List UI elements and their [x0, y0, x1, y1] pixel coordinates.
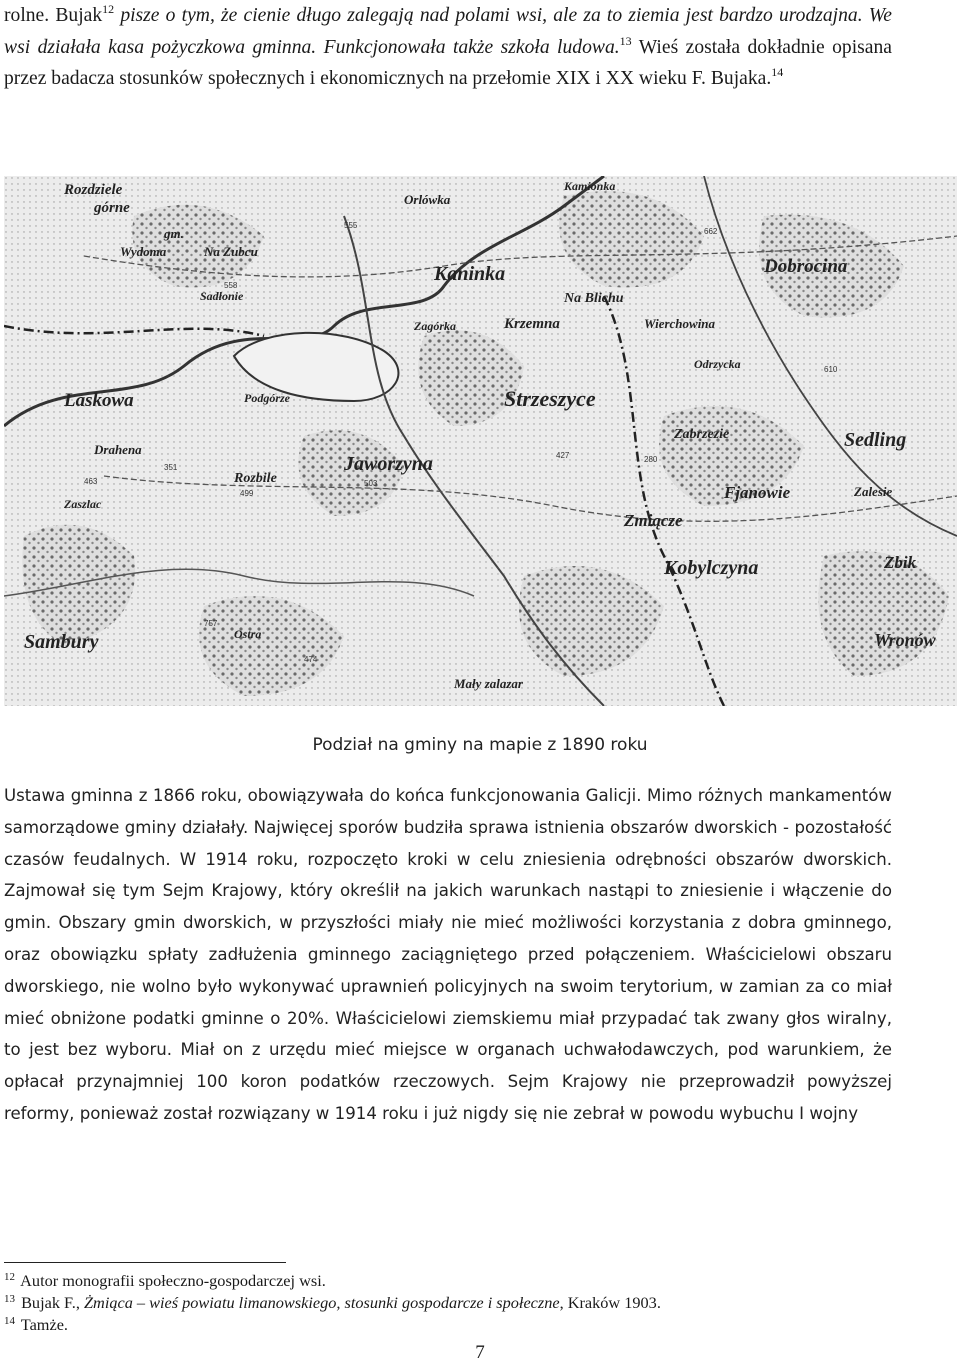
- map-caption: Podział na gminy na mapie z 1890 roku: [312, 735, 648, 755]
- map-label: Rozbile: [234, 471, 277, 486]
- footnote-number: 12: [4, 1271, 15, 1283]
- footnote-text: Tamże.: [17, 1314, 68, 1334]
- footnote-number: 14: [4, 1314, 15, 1327]
- map-drawing: [4, 176, 957, 706]
- map-label: Zagórka: [414, 319, 456, 333]
- intro-paragraph: [4, 0, 892, 95]
- footnote-separator: [4, 1262, 286, 1263]
- map-label: górne: [94, 200, 130, 216]
- footnote-13: [4, 1292, 904, 1314]
- footnote-ref-13[interactable]: 13: [619, 33, 632, 48]
- map-label: Kamionka: [564, 179, 616, 193]
- map-label: Sadłonie: [200, 289, 244, 303]
- map-label: Odrzycka: [694, 357, 741, 371]
- map-label: Na Blichu: [564, 291, 624, 306]
- page-number: 7: [475, 1342, 485, 1363]
- elevation-mark: 558: [224, 281, 238, 290]
- footnotes: [4, 1270, 904, 1335]
- footnote-12: [4, 1270, 904, 1292]
- map-label: Wierchowina: [644, 316, 716, 331]
- footnote-book-title: Żmiąca – wieś powiatu limanowskiego, stosunki gospodarcze i społeczne: [84, 1292, 560, 1312]
- map-label: Zmiącze: [624, 511, 683, 530]
- historical-map-1890: [4, 176, 957, 706]
- map-label: Wydoma: [120, 244, 167, 259]
- map-label: Sambury: [24, 631, 99, 653]
- elevation-mark: 503: [364, 479, 378, 488]
- map-label: Laskowa: [64, 390, 134, 411]
- map-label: Wronów: [874, 630, 936, 650]
- map-label: Strzeszyce: [504, 386, 596, 411]
- intro-text-1: rolne. Bujak: [4, 5, 103, 26]
- footnote-14: [4, 1314, 904, 1336]
- map-label: Na Zubcu: [204, 244, 258, 259]
- map-label: Sedling: [844, 429, 907, 451]
- map-label: Zabrzezie: [674, 427, 730, 442]
- footnote-ref-14[interactable]: 14: [771, 65, 784, 79]
- map-label: Podgórze: [244, 391, 290, 405]
- map-label: Dobrocina: [764, 256, 848, 277]
- elevation-mark: 463: [84, 477, 98, 486]
- elevation-mark: 499: [240, 489, 254, 498]
- elevation-mark: 757: [204, 619, 218, 628]
- map-label: Fjanowie: [724, 483, 791, 502]
- map-label: Drahena: [94, 442, 142, 457]
- map-label: Zbik: [884, 553, 917, 572]
- map-label: Zalesie: [854, 484, 893, 499]
- map-label: Ostra: [234, 627, 262, 641]
- map-label: Kaninka: [434, 263, 506, 285]
- map-label: Rozdziele: [64, 182, 123, 198]
- elevation-mark: 427: [556, 451, 570, 460]
- map-label: Mały zalazar: [454, 676, 523, 691]
- body-paragraph: Ustawa gminna z 1866 roku, obowiązywała do końca funkcjonowania Galicji. Mimo różnych mankamentów samorządowe gminy działały. Najwięcej sporów budziła sprawa istnienia obszarów dworskich - pozostałość czasów feudalnych. W 1914 roku, rozpoczęto kroki w celu zniesienia odrębności obszarów dworskich. Zajmował się tym Sejm Krajowy, który określił na jakich warunkach nastąpi to zniesienie i włączenie do gmin. Obszary gmin dworskich, w przyszłości miały nie mieć możliwości korzystania z dobra gminnego, oraz obowiązku spłaty zadłużenia gminnego zaciągniętego przed połączeniem. Właścicielowi obszaru dworskiego, nie wolno było wykonywać uprawnień policyjnych na swoim terytorium, w zamian za co miał mieć obniżone podatki gminne o 20%. Właścicielowi ziemskiemu miał przypadać tak zwany głos wiralny, to jest bez wyboru. Miał on z urzędu mieć miejsce w organach uchwałodawczych, pod warunkiem, że opłacał przynajmniej 100 koron podatków rzeczowych. Sejm Krajowy nie przeprowadził powyższej reformy, ponieważ został rozwiązany w 1914 roku i już nigdy się nie zebrał w powodu wybuchu I wojny: [4, 786, 892, 1123]
- elevation-mark: 662: [704, 227, 718, 236]
- map-label: Orlówka: [404, 192, 451, 207]
- intro-text-3: Wieś została dokładnie opisana przez badacza stosunków społecznych i ekonomicznych na przełomie XIX i XX wieku F. Bujaka.: [4, 36, 892, 89]
- elevation-mark: 610: [824, 365, 838, 374]
- elevation-mark: 474: [304, 655, 318, 664]
- map-label: Jaworzyna: [344, 453, 433, 475]
- map-label: gm.: [164, 226, 184, 241]
- intro-text-2: pisze o tym, że cienie długo zalegają nad polami wsi, ale za to ziemia jest bardzo urodzajna. We wsi działała kasa pożyczkowa gminna. Funkcjonowała także szkoła ludowa.: [4, 5, 892, 58]
- footnote-ref-12[interactable]: 12: [102, 2, 115, 16]
- elevation-mark: 555: [344, 221, 358, 230]
- map-label: Krzemna: [504, 316, 560, 332]
- footnote-text: Bujak F.,: [17, 1292, 84, 1312]
- footnote-number: 13: [4, 1292, 15, 1305]
- footnote-text: , Kraków 1903.: [559, 1292, 661, 1312]
- elevation-mark: 280: [644, 455, 658, 464]
- elevation-mark: 351: [164, 463, 178, 472]
- map-label: Zaszlac: [64, 497, 102, 511]
- footnote-text: Autor monografii społeczno-gospodarczej wsi.: [17, 1271, 326, 1290]
- map-label: Kobylczyna: [664, 557, 759, 579]
